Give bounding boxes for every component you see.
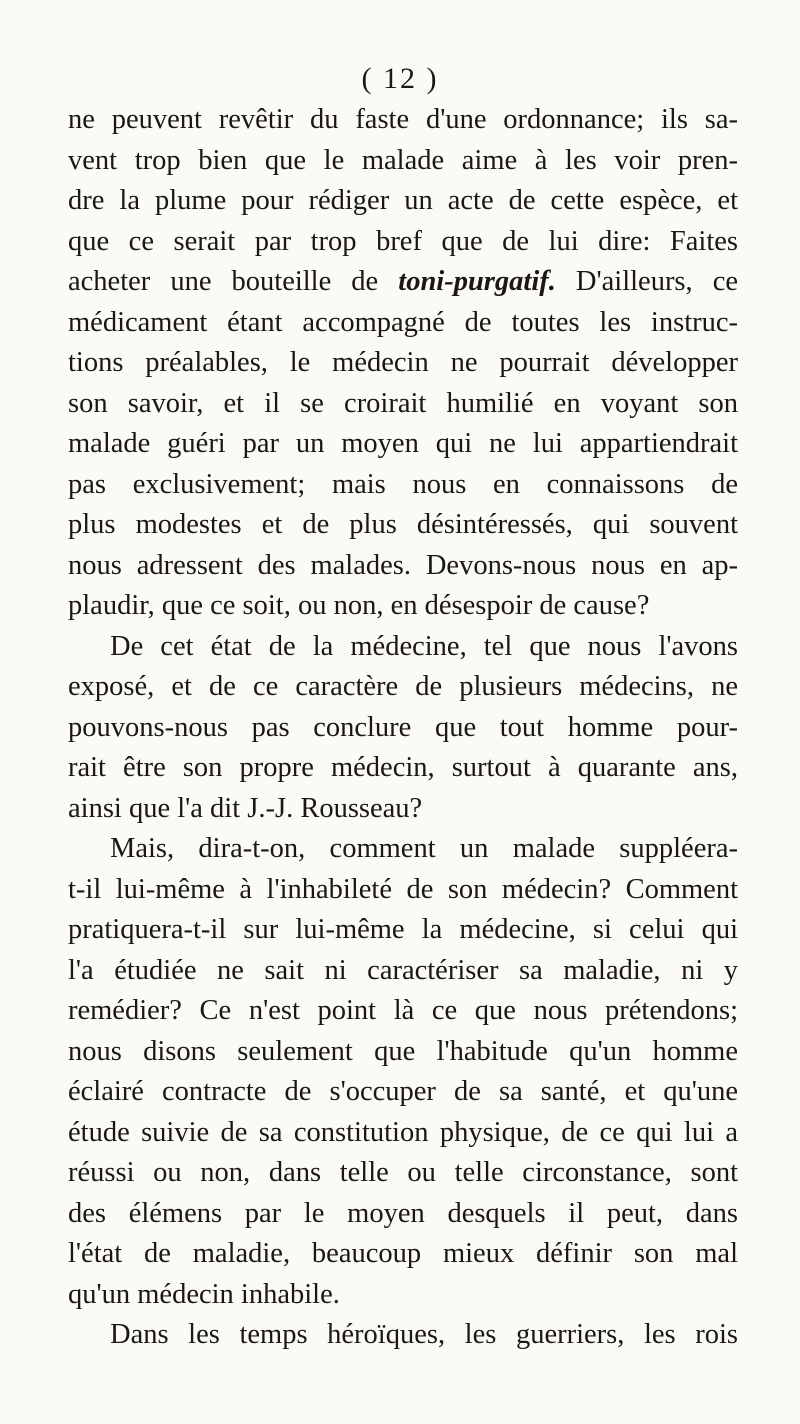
text-line: l'a étudiée ne sait ni caractériser sa maladie, ni y [68,954,738,986]
text-line: qu'un médecin inhabile. [68,1278,340,1310]
text-line: Mais, dira-t-on, comment un malade suppléera- [110,833,738,864]
text-line: t-il lui-même à l'inhabileté de son médecin? Comment [68,873,738,905]
page-number: ( 12 ) [361,62,439,95]
text-line: des élémens par le moyen desquels il peut, dans [68,1197,738,1229]
text-line: nous adressent des malades. Devons-nous nous en ap- [68,549,738,581]
text-line: exposé, et de ce caractère de plusieurs médecins, ne [68,671,738,702]
text-line: son savoir, et il se croirait humilié en voyant son [68,387,738,419]
text-line: malade guéri par un moyen qui ne lui appartiendrait [68,428,738,459]
text-line: pas exclusivement; mais nous en connaissons de [68,468,738,500]
body-text [68,100,738,1356]
text-line: médicament étant accompagné de toutes les instruc- [68,306,738,338]
text-line: l'état de maladie, beaucoup mieux définir son mal [68,1238,738,1269]
text-segment: D'ailleurs, ce [555,266,739,297]
text-line: remédier? Ce n'est point là ce que nous prétendons; [68,995,738,1026]
text-line: plaudir, que ce soit, ou non, en désespoir de cause? [68,590,650,621]
text-line: réussi ou non, dans telle ou telle circonstance, sont [68,1157,738,1188]
text-line: ainsi que l'a dit J.-J. Rousseau? [68,792,423,824]
text-line [68,262,738,303]
text-line: que ce serait par trop bref que de lui dire: Faites [68,225,738,257]
text-line: De cet état de la médecine, tel que nous l'avons [110,630,738,662]
text-line: pratiquera-t-il sur lui-même la médecine, si celui qui [68,914,738,945]
text-line: nous disons seulement que l'habitude qu'un homme [68,1035,738,1067]
text-line: étude suivie de sa constitution physique, de ce qui lui a [68,1116,738,1148]
text-line: vent trop bien que le malade aime à les voir pren- [68,144,738,176]
text-segment: acheter une bouteille de [68,266,399,297]
text-line: éclairé contracte de s'occuper de sa santé, et qu'une [68,1076,738,1107]
text-line: ne peuvent revêtir du faste d'une ordonnance; ils sa- [68,104,738,135]
text-line: Dans les temps héroïques, les guerriers, les rois [110,1319,738,1350]
text-line: rait être son propre médecin, surtout à quarante ans, [68,752,738,783]
text-line: pouvons-nous pas conclure que tout homme pour- [68,711,738,743]
text-line: plus modestes et de plus désintéressés, qui souvent [68,509,738,540]
text-line: tions préalables, le médecin ne pourrait développer [68,347,738,378]
emphasized-term: toni-purgatif. [398,266,556,297]
text-line: dre la plume pour rédiger un acte de cette espèce, et [68,185,738,216]
